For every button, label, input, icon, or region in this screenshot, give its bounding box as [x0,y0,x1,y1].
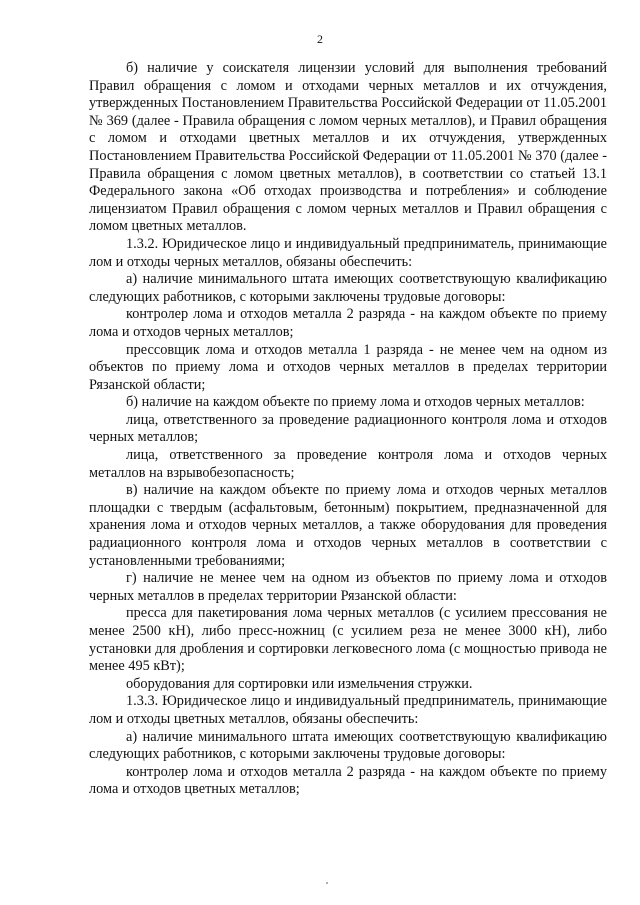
paragraph-equipment: г) наличие не менее чем на одном из объектов по приему лома и отходов черных металлов в пределах территории Рязанской области: [89,570,607,604]
paragraph-sorting: оборудования для сортировки или измельчения стружки. [126,675,473,692]
paragraph-press-operator: прессовщик лома и отходов металла 1 разряда - не менее чем на одном из объектов по приему лома и отходов черных металлов в пределах территории Рязанской области; [89,341,607,393]
paragraph-controller-nonferrous: контролер лома и отходов металла 2 разряда - на каждом объекте по приему лома и отходов цветных металлов; [89,763,607,798]
paragraph-each-facility: б) наличие на каждом объекте по приему лома и отходов черных металлов: [126,394,585,411]
paragraph-explosion-safety: лица, ответственного за проведение контроля лома и отходов черных металлов на взрывобезопасность; [89,447,607,481]
paragraph-1-3-3: 1.3.3. Юридическое лицо и индивидуальный предприниматель, принимающие лом и отходы цветных металлов, обязаны обеспечить: [89,693,607,727]
paragraph-radiation-control: лица, ответственного за проведение радиационного контроля лома и отходов черных металлов; [89,411,607,446]
page-number: 2 [317,32,323,46]
paragraph-license-conditions: б) наличие у соискателя лицензии условий для выполнения требований Правил обращения с ломом и отходами черных металлов и их отчуждения, утвержденных Постановлением Правительства Российской Федерации от 11.05.2001 № 369 (далее - Правила обращения с ломом черных металлов), и Правил обращения с ломом и отходами цветных металлов и их отчуждения, утвержденных Постановлением Правительства Российской Федерации от 11.05.2001 № 370 (далее - Правила обращения с ломом цветных металлов), в соответствии со статьей 13.1 Федерального закона «Об отходах производства и потребления» и соблюдение лицензиатом Правил обращения с ломом черных металлов и Правил обращения с ломом цветных металлов. [89,60,607,235]
scan-speck [326,882,328,884]
paragraph-staff-nonferrous: а) наличие минимального штата имеющих соответствующую квалификацию следующих работников, с которыми заключены трудовые договоры: [89,728,607,763]
paragraph-staff-requirements: а) наличие минимального штата имеющих соответствующую квалификацию следующих работников, с которыми заключены трудовые договоры: [89,271,607,305]
paragraph-1-3-2: 1.3.2. Юридическое лицо и индивидуальный предприниматель, принимающие лом и отходы черных металлов, обязаны обеспечить: [89,235,607,270]
paragraph-storage-area: в) наличие на каждом объекте по приему лома и отходов черных металлов площадки с твердым (асфальтовым, бетонным) покрытием, предназначенной для хранения лома и отходов черных металлов, а также оборудования для проведения радиационного контроля лома и отходов черных металлов в соответствии с установленными требованиями; [89,482,607,569]
paragraph-controller: контролер лома и отходов металла 2 разряда - на каждом объекте по приему лома и отходов черных металлов; [89,306,607,340]
paragraph-press: пресса для пакетирования лома черных металлов (с усилием прессования не менее 2500 кН), либо пресс-ножниц (с усилием реза не менее 3000 кН), либо установки для дробления и сортировки легковесного лома (с мощностью привода не менее 495 кВт); [89,605,607,675]
document-body [89,60,607,799]
